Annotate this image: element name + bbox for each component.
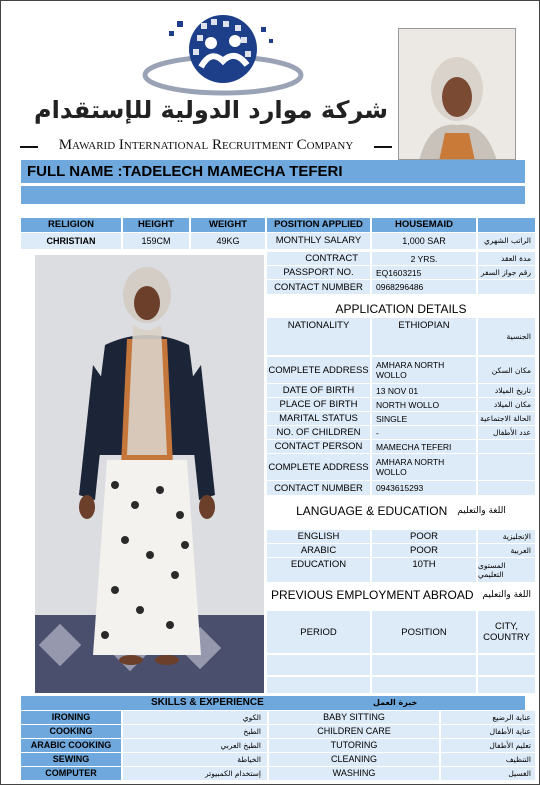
employment-city-country-header: CITY, COUNTRY [478,611,535,653]
applicant-full-body-photo [35,255,264,693]
contact-number-label: CONTACT NUMBER [267,280,370,294]
contract-row [267,252,535,265]
arabic-row [267,544,535,557]
skill-computer-arabic: إستخدام الكمبيوتر [123,767,267,780]
blank-header-bar [21,186,525,204]
passport-value: EQ1603215 [372,266,476,279]
education-value: 10TH [372,558,476,582]
skills-row [21,753,535,766]
english-row [267,530,535,543]
employment-empty-cell [478,655,535,675]
company-name-english: Mawarid International Recruitment Company [26,137,386,154]
language-education-title [267,500,535,522]
skills-experience-header [21,696,525,710]
employment-empty-cell [478,677,535,693]
skill-washing: WASHING [269,767,439,780]
employment-empty-cell [267,677,370,693]
education-label: EDUCATION [267,558,370,582]
previous-employment-title-en: PREVIOUS EMPLOYMENT ABROAD [271,588,474,602]
skill-children-care-arabic: عناية الأطفال [441,725,535,738]
header-height: HEIGHT [123,218,189,232]
skill-ironing: IRONING [21,711,121,724]
marital-status-row [267,412,535,425]
skills-title-ar: خبرة العمل [373,698,418,707]
previous-employment-title-ar: اللغة والتعليم [482,590,531,600]
monthly-salary-value: 1,000 SAR [372,233,476,249]
arabic-label: ARABIC [267,544,370,557]
skill-cleaning-arabic: التنظيف [441,753,535,766]
nationality-value: ETHIOPIAN [372,318,476,355]
monthly-salary-label: MONTHLY SALARY [267,233,370,249]
place-of-birth-row [267,398,535,411]
language-education-title-en: LANGUAGE & EDUCATION [296,504,448,518]
skill-children-care: CHILDREN CARE [269,725,439,738]
place-of-birth-value: NORTH WOLLO [372,398,476,411]
employment-empty-row-2 [267,677,535,693]
place-of-birth-label: PLACE OF BIRTH [267,398,370,411]
skill-cooking-arabic: الطبخ [123,725,267,738]
english-arabic: الإنجليزية [478,530,535,543]
header-position-value: HOUSEMAID [372,218,476,232]
marital-status-label: MARITAL STATUS [267,412,370,425]
employment-empty-cell [372,677,476,693]
contact-person-value: MAMECHA TEFERI [372,440,476,453]
nationality-row [267,318,535,355]
complete-address-arabic: مكان السكن [478,357,535,383]
employment-position-header: POSITION [372,611,476,653]
passport-arabic: رقم جواز السفر [478,266,535,279]
no-of-children-arabic: عدد الأطفال [478,426,535,439]
height-value: 159CM [123,233,189,249]
english-label: ENGLISH [267,530,370,543]
language-education-title-ar: اللغة والتعليم [457,506,506,516]
religion-value: CHRISTIAN [21,233,121,249]
previous-employment-title [267,585,535,605]
skill-sewing-arabic: الخياطة [123,753,267,766]
contact-person-number-row [267,481,535,495]
skill-cooking: COOKING [21,725,121,738]
employment-period-header: PERIOD [267,611,370,653]
contact-number-row [267,280,535,294]
no-of-children-label: NO. OF CHILDREN [267,426,370,439]
contract-arabic: مدة العقد [478,252,535,265]
skill-baby-sitting: BABY SITTING [269,711,439,724]
contact-number-arabic [478,280,535,294]
skills-row [21,725,535,738]
contact-person-number-label: CONTACT NUMBER [267,481,370,495]
no-of-children-value: - [372,426,476,439]
contact-address-arabic [478,454,535,480]
employment-empty-cell [372,655,476,675]
contact-address-label: COMPLETE ADDRESS [267,454,370,480]
nationality-label: NATIONALITY [267,318,370,355]
contract-label: CONTRACT [267,252,370,265]
weight-value: 49KG [191,233,265,249]
marital-status-value: SINGLE [372,412,476,425]
contract-value: 2 YRS. [372,252,476,265]
skills-row [21,711,535,724]
complete-address-label: COMPLETE ADDRESS [267,357,370,383]
company-name-arabic: شركة موارد الدولية للإستقدام [34,96,388,124]
application-details-title: APPLICATION DETAILS [267,300,535,317]
contact-person-label: CONTACT PERSON [267,440,370,453]
contact-person-row [267,440,535,453]
skill-arabic-cooking: ARABIC COOKING [21,739,121,752]
nationality-arabic: الجنسية [478,318,535,355]
arabic-arabic: العربية [478,544,535,557]
date-of-birth-arabic: تاريخ الميلاد [478,384,535,397]
header-position-applied: POSITION APPLIED [267,218,370,232]
skill-arabic-cooking-arabic: الطبخ العربي [123,739,267,752]
date-of-birth-label: DATE OF BIRTH [267,384,370,397]
marital-status-arabic: الحالة الاجتماعية [478,412,535,425]
contact-person-number-value: 0943615293 [372,481,476,495]
skill-sewing: SEWING [21,753,121,766]
contact-number-value: 0968296486 [372,280,476,294]
skill-tutoring: TUTORING [269,739,439,752]
skill-washing-arabic: الغسيل [441,767,535,780]
skills-row [21,739,535,752]
skill-baby-sitting-arabic: عناية الرضيع [441,711,535,724]
skill-ironing-arabic: الكوي [123,711,267,724]
header-weight: WEIGHT [191,218,265,232]
company-logo-icon [131,9,311,101]
passport-label: PASSPORT NO. [267,266,370,279]
skills-title-en: SKILLS & EXPERIENCE [151,697,264,708]
header-religion: RELIGION [21,218,121,232]
monthly-salary-arabic: الراتب الشهري [478,233,535,249]
passport-row [267,266,535,279]
header-blank [478,218,535,232]
contact-person-arabic [478,440,535,453]
skills-row [21,767,535,780]
complete-address-row [267,357,535,383]
contact-address-row [267,454,535,480]
skill-computer: COMPUTER [21,767,121,780]
contact-person-number-arabic [478,481,535,495]
no-of-children-row [267,426,535,439]
complete-address-value: AMHARA NORTH WOLLO [372,357,476,383]
education-row [267,558,535,582]
employment-empty-row-1 [267,655,535,675]
place-of-birth-arabic: مكان الميلاد [478,398,535,411]
skill-cleaning: CLEANING [269,753,439,766]
education-arabic: المستوى التعليمي [478,558,535,582]
arabic-value: POOR [372,544,476,557]
full-name-bar: FULL NAME :TADELECH MAMECHA TEFERI [21,160,525,183]
skill-tutoring-arabic: تعليم الأطفال [441,739,535,752]
date-of-birth-value: 13 NOV 01 [372,384,476,397]
english-value: POOR [372,530,476,543]
contact-address-value: AMHARA NORTH WOLLO [372,454,476,480]
employment-header-row [267,611,535,653]
applicant-portrait-photo [398,28,516,160]
employment-empty-cell [267,655,370,675]
date-of-birth-row [267,384,535,397]
